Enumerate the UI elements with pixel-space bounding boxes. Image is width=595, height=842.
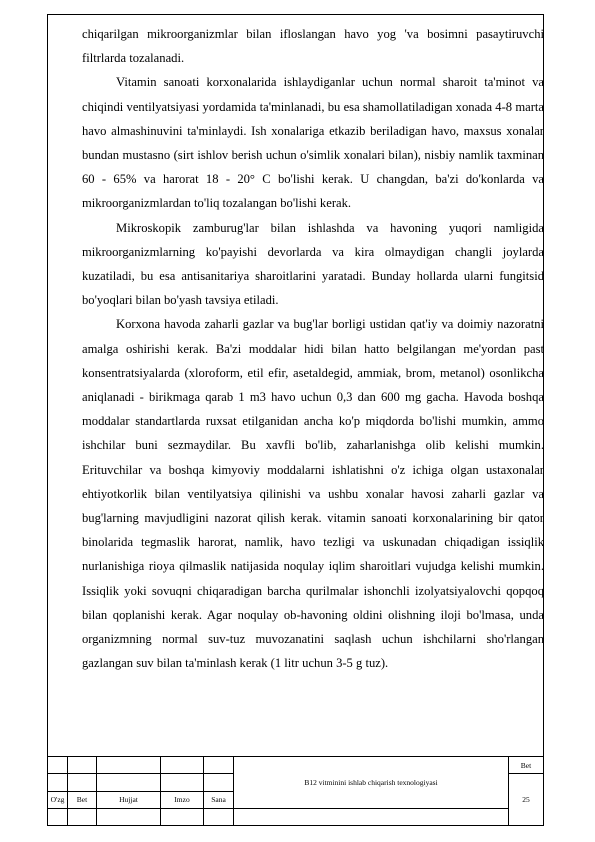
stamp-cell [68,808,97,825]
stamp-cell [97,808,161,825]
paragraph-ventilation: Vitamin sanoati korxonalarida ishlaydiganlar uchun normal sharoit ta'minot va chiqindi ventilyatsiyasi yordamida ta'minlanadi, bu esa shamollatiladigan xonada 4-8 marta havo almashinuvini ta'minlaydi. Ish xonalariga etkazib beriladigan havo, maxsus xonalar bundan mustasno (sirt ishlov berish uchun o'simlik xonalari bilan), nisbiy namlik taxminan 60 - 65% va harorat 18 - 20° C bo'lishi kerak. U changdan, ba'zi do'konlarda va mikroorganizmlardan to'liq tozalangan bo'lishi kerak. [82,75,544,211]
stamp-cell [68,757,97,774]
stamp-cell [161,808,204,825]
stamp-cell [48,774,68,791]
stamp-cell [204,774,234,791]
paragraph-fungi: Mikroskopik zamburug'lar bilan ishlashda va havoning yuqori namligida mikroorganizmlarning ko'payishi devorlarda va kira olmaydigan changli joylarda kuzatiladi, bu esa antisanitariya sharoitlarini yaratadi. Bunday hollarda ularni fungitsid bo'yoqlari bilan bo'yash tavsiya etiladi. [82,220,544,308]
paragraph-toxic-gases: Korxona havoda zaharli gazlar va bug'lar borligi ustidan qat'iy va doimiy nazoratni amalga oshirishi kerak. Ba'zi moddalar hidi bilan hatto belgilangan me'yordan past konsentratsiyalarda (xloroform, etil efir, asetaldegid, ammiak, brom, metanol) osonlikcha aniqlanadi - birikmaga qarab 1 m3 havo uchun 0,3 dan 600 mg gacha. Havoda boshqa moddalar standartlarda ruxsat etilganidan ancha ko'p miqdorda bo'lishi mumkin, ammo ishchilar buni sezmaydilar. Bu xavfli bo'lib, zaharlanishga olib kelishi mumkin. Erituvchilar va boshqa kimyoviy moddalarni ishlatishni o'z ichiga olgan ustaxonalar ehtiyotkorlik bilan ventilyatsiya qilinishi va ushbu xonalar havosi zaharli gazlar va bug'larning mavjudligini nazorat qilish kerak. vitamin sanoati korxonalarining bir qator binolarida tegmaslik harorat, namlik, havo tezligi va uskunadan chiqadigan issiqlik nurlanishiga rioya qilmaslik natijasida noqulay iqlim sharoitlari vujudga kelishi mumkin. Issiqlik yoki sovuqni chiqaradigan barcha qurilmalar ishonchli izolyatsiyalovchi qopqoq bilan qoplanishi kerak. Agar noqulay ob-havoning oldini olishning iloji bo'lmasa, unda organizmning normal suv-tuz muvozanatini saqlash uchun ishchilarni sho'rlangan gazlangan suv bilan ta'minlash kerak (1 litr uchun 3-5 g tuz). [82,317,544,671]
paragraph-continuation: chiqarilgan mikroorganizmlar bilan ifloslangan havo yog 'va bosimni pasaytiruvchi filtrlarda tozalanadi. [82,27,544,66]
stamp-cell [161,757,204,774]
stamp-cell [97,757,161,774]
column-header-imzo: Imzo [161,791,204,808]
stamp-cell [234,808,509,825]
document-title: B12 vitminini ishlab chiqarish texnologiyasi [234,757,509,809]
title-block [47,756,544,826]
stamp-cell [48,757,68,774]
column-header-hujjat: Hujjat [97,791,161,808]
sheet-label: Bet [509,757,544,774]
column-header-sana: Sana [204,791,234,808]
stamp-cell [97,774,161,791]
column-header-ozg: O'zg [48,791,68,808]
stamp-cell [204,757,234,774]
stamp-cell [48,808,68,825]
stamp-cell [68,774,97,791]
column-header-bet: Bet [68,791,97,808]
stamp-cell [204,808,234,825]
sheet-number: 25 [509,774,544,826]
document-body [82,22,544,675]
stamp-cell [161,774,204,791]
